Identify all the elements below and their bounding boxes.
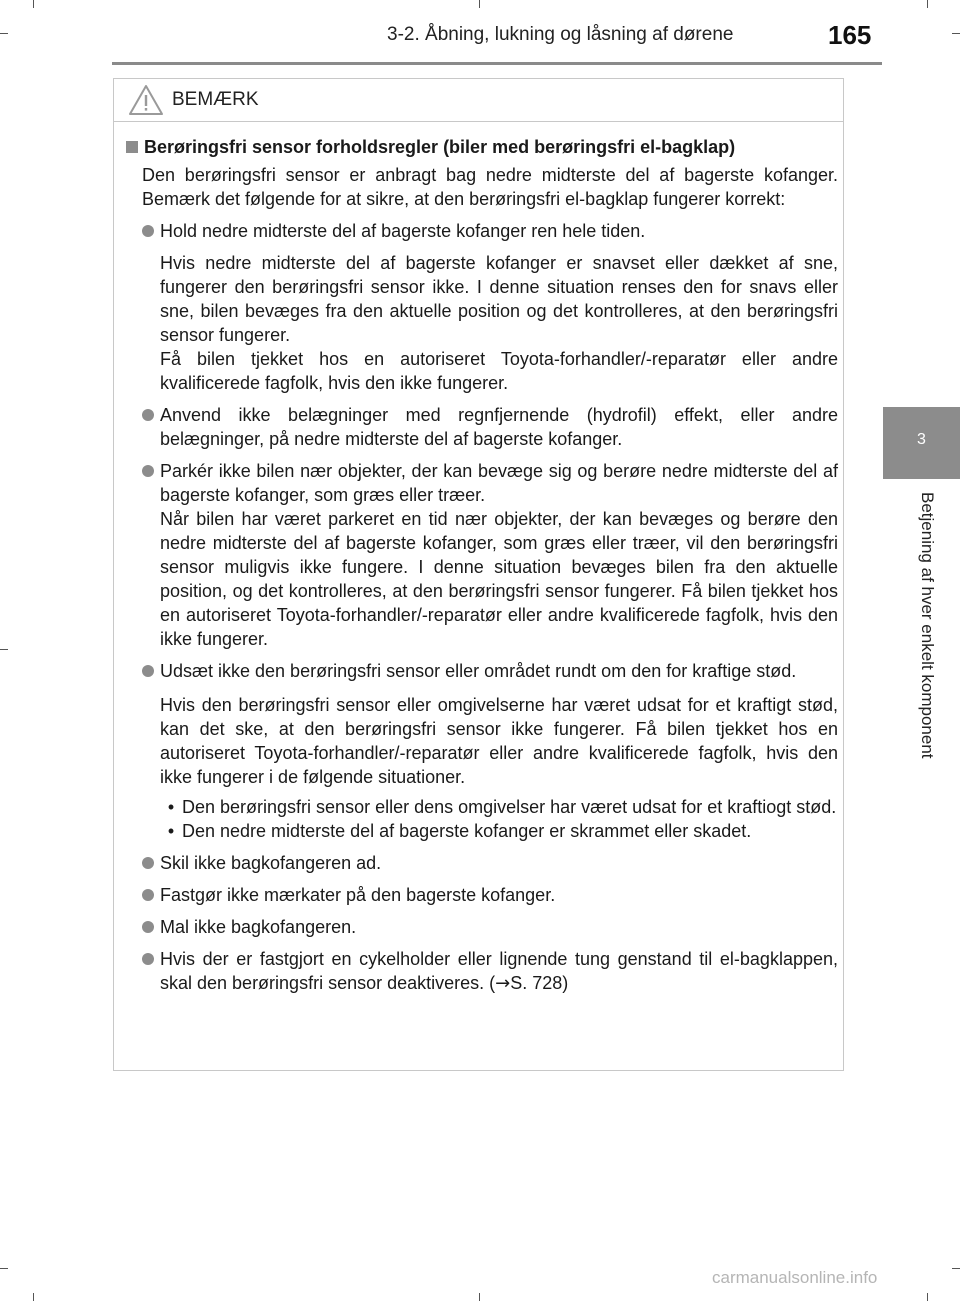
round-bullet-icon [142,465,154,477]
list-item-text: Parkér ikke bilen nær objekter, der kan bevæge sig og berøre nedre midterste del af bagerste kofanger, som græs eller træer. [160,461,838,505]
list-item-text: Fastgør ikke mærkater på den bagerste kofanger. [160,885,556,905]
list-item [142,219,838,243]
round-bullet-icon [142,225,154,237]
bullet-item [160,795,838,819]
list-item [142,947,838,996]
watermark: carmanualsonline.info [712,1268,878,1287]
crop-mark [479,1293,480,1301]
list-item-detail: Få bilen tjekket hos en autoriseret Toyota-forhandler/-reparatør eller andre kvalificerede fagfolk, hvis den ikke fungerer. [160,349,838,393]
bullet-mark: • [167,821,175,841]
bullet-text: Den berøringsfri sensor eller dens omgivelser har været udsat for et kraftiogt stød. [182,797,837,817]
notice-box [113,78,844,1071]
crop-mark [33,0,34,8]
crop-mark [479,0,480,8]
list-item-text: Mal ikke bagkofangeren. [160,917,357,937]
chapter-number: 3 [917,431,926,448]
round-bullet-icon [142,921,154,933]
crop-mark [952,1268,960,1269]
list-item [142,851,838,875]
crop-mark [927,1293,928,1301]
section-heading-text: Berøringsfri sensor forholdsregler (biler med berøringsfri el-bagklap) [144,137,736,157]
crop-mark [33,1293,34,1301]
crop-mark [927,0,928,8]
round-bullet-icon [142,857,154,869]
round-bullet-icon [142,953,154,965]
list-item-text-block [160,459,838,651]
arrow-right-icon: → [495,973,511,994]
crop-mark [0,1268,8,1269]
square-bullet-icon [126,141,138,153]
list-item-text: Anvend ikke belægninger med regnfjernende (hydrofil) effekt, eller andre belægninger, på nedre midterste del af bagerste kofanger. [160,405,838,449]
list-item-detail: Hvis nedre midterste del af bagerste kofanger er snavset eller dækket af sne, fungerer den berøringsfri sensor ikke. I denne situation renses den for snavs eller sne, bilen bevæges fra den aktuelle position og det kontrolleres, at den berøringsfri sensor fungerer. [160,253,838,345]
header-rule [112,62,882,65]
list-item [142,403,838,451]
bullet-list [160,795,838,843]
list-item [142,883,838,907]
notice-content [126,135,838,996]
section-heading [126,135,838,159]
list-item-text: Hvis der er fastgjort en cykelholder eller lignende tung genstand til el-bagklappen, skal den berøringsfri sensor deaktiveres. ( [160,949,838,993]
round-bullet-icon [142,665,154,677]
chapter-tab-badge [883,407,960,479]
list-item-text: Skil ikke bagkofangeren ad. [160,853,382,873]
list-item [142,659,838,683]
bullet-text: Den nedre midterste del af bagerste kofanger er skrammet eller skadet. [182,821,752,841]
list-item-text: Når bilen har været parkeret en tid nær objekter, der kan bevæges og berøre den nedre midterste del af bagerste kofanger, som græs eller træer, vil den berøringsfri sensor muligvis ikke fungere. I denne situation bevæges bilen fra den aktuelle position, og det kontrolleres, at den berøringsfri sensor fungerer. Få bilen tjekket hos en autoriseret Toyota-forhandler/-reparatør eller andre kvalificerede fagfolk, hvis den ikke fungerer. [160,509,838,649]
bullet-item [160,819,838,843]
list-item [142,915,838,939]
page-reference-link[interactable]: S. 728) [510,973,569,993]
crop-mark [0,33,8,34]
page-number: 165 [828,20,872,50]
crop-mark [0,649,8,650]
list-item-text: Hold nedre midterste del af bagerste kofanger ren hele tiden. [160,221,646,241]
list-item-text: Udsæt ikke den berøringsfri sensor eller området rundt om den for kraftige stød. [160,661,797,681]
chapter-label: Betjening af hver enkelt komponent [918,492,937,759]
list-item [142,459,838,651]
chapter-tab [883,407,960,847]
round-bullet-icon [142,889,154,901]
notice-header [114,79,843,122]
notice-label: BEMÆRK [172,89,259,110]
intro-paragraph: Den berøringsfri sensor er anbragt bag nedre midterste del af bagerste kofanger. Bemærk det følgende for at sikre, at den berøringsfri el-bagklap fungerer korrekt: [142,165,838,209]
round-bullet-icon [142,409,154,421]
list-item-text-block [160,947,838,996]
header-section-title: 3-2. Åbning, lukning og låsning af dørene [387,24,734,45]
crop-mark [952,33,960,34]
warning-triangle-icon [128,84,164,116]
list-item-detail: Hvis den berøringsfri sensor eller omgivelserne har været udsat for et kraftigt stød, kan det ske, at den berøringsfri sensor ikke fungerer. Få bilen tjekket hos en autoriseret Toyota-forhandler/-reparatør eller andre kvalificerede fagfolk, hvis den ikke fungerer i de følgende situationer. [160,695,838,787]
bullet-mark: • [167,797,175,817]
